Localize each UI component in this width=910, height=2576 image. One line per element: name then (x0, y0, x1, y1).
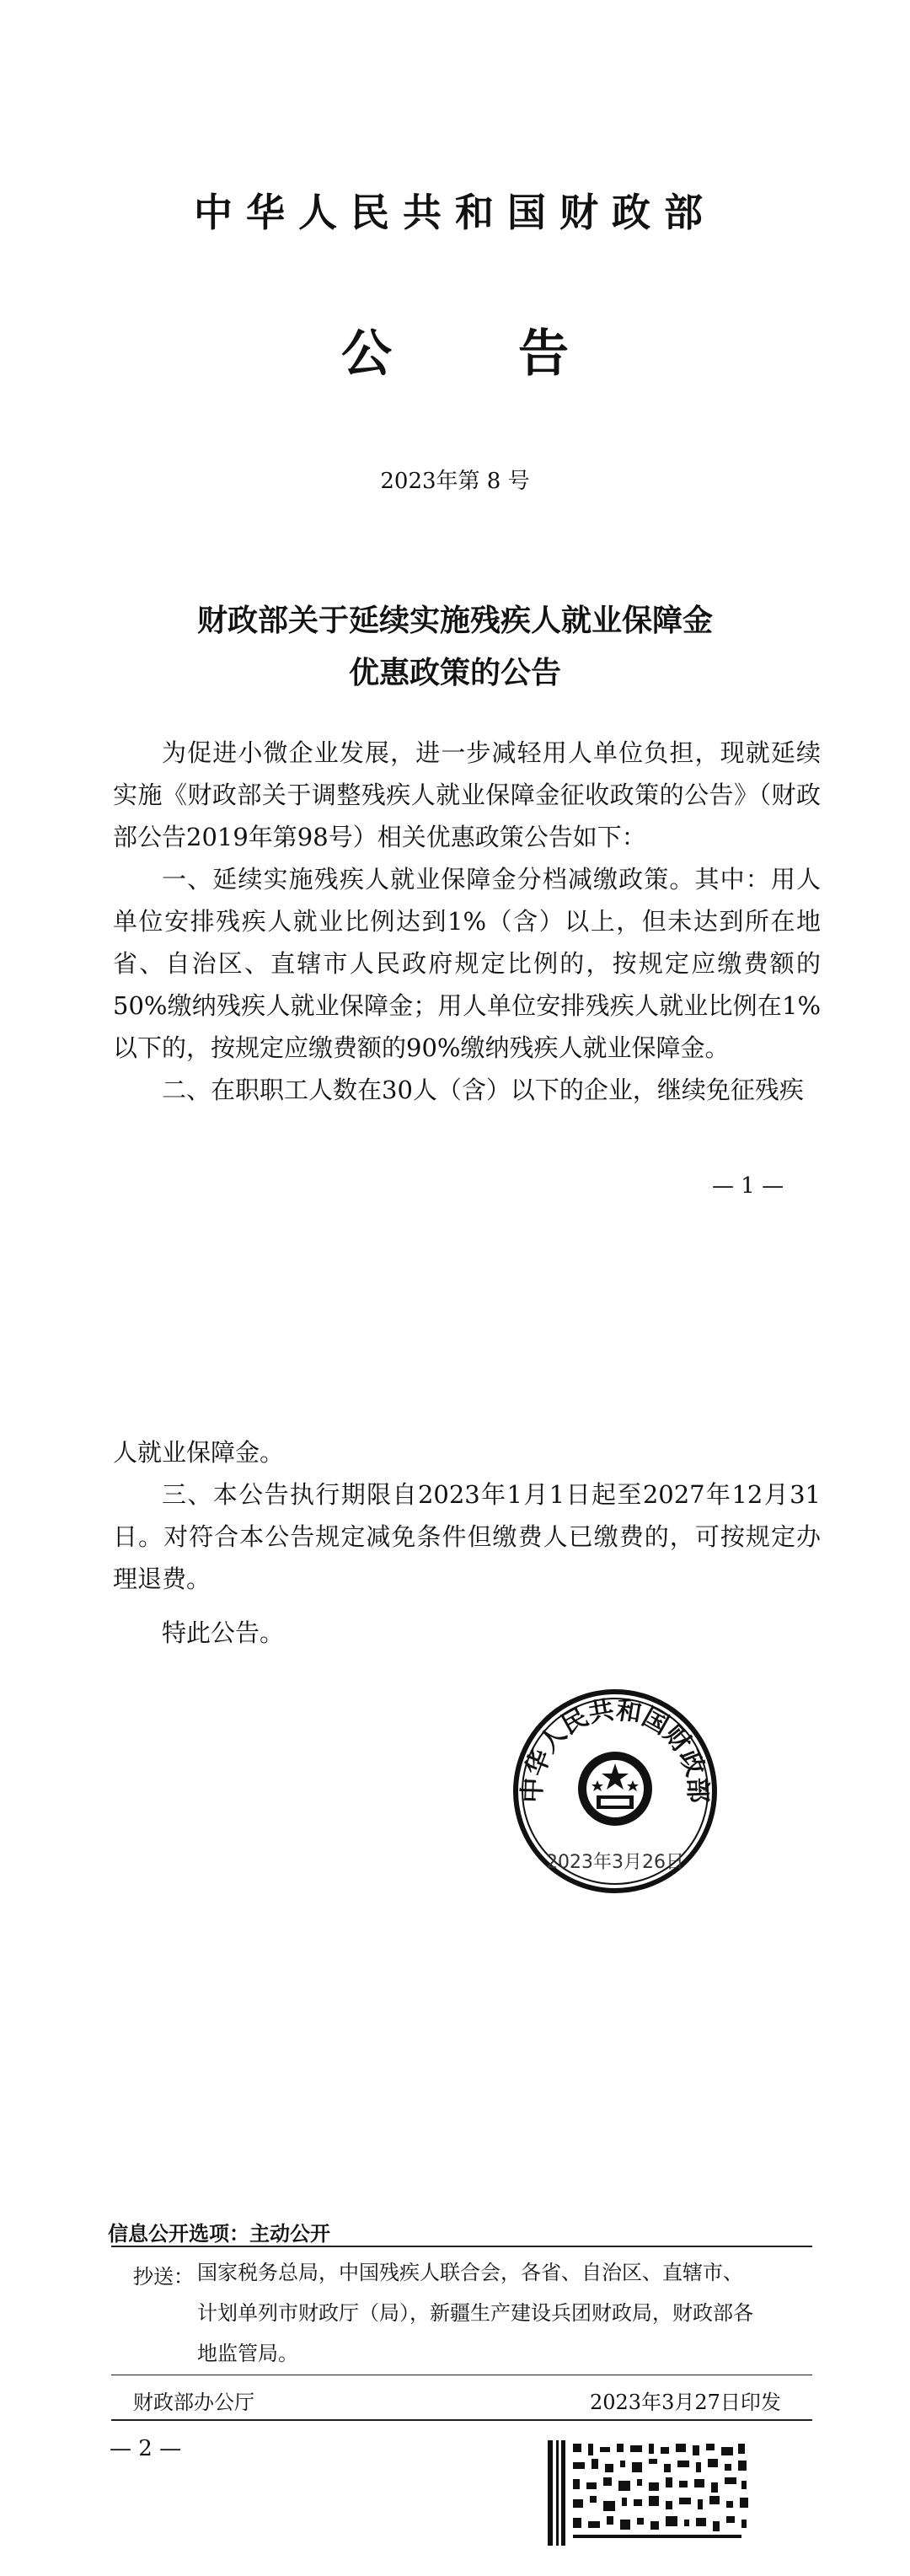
notice-heading (0, 314, 910, 386)
document-title-line2: 优惠政策的公告 (348, 655, 561, 690)
barcode-image (548, 2440, 750, 2546)
paragraph-item-1: 一、延续实施残疾人就业保障金分档减缴政策。其中：用人单位安排残疾人就业比例达到1%（含）以上，但未达到所在地省、自治区、直辖市人民政府规定比例的，按规定应缴费额的50%缴纳残疾人就业保障金；用人单位安排残疾人就业比例在1%以下的，按规定应缴费额的90%缴纳残疾人就业保障金。 (113, 865, 821, 1062)
issue-date: 2023年3月27日印发 (590, 2391, 781, 2414)
paragraph-item-3: 三、本公告执行期限自2023年1月1日起至2027年12月31日。对符合本公告规定减免条件但缴费人已缴费的，可按规定办理退费。 (113, 1480, 821, 1593)
seal-text: 中华人民共和国财政部 (517, 1695, 713, 1804)
document-title-line1: 财政部关于延续实施残疾人就业保障金 (196, 603, 713, 638)
ministry-name: 中华人民共和国财政部 (194, 190, 716, 235)
cc-line-1: 国家税务总局，中国残疾人联合会，各省、自治区、直辖市、 (197, 2261, 743, 2284)
paragraph-item-2-start: 二、在职职工人数在30人（含）以下的企业，继续免征残疾 (162, 1076, 804, 1104)
info-disclosure: 信息公开选项：主动公开 (108, 2221, 330, 2246)
page2-body (113, 1431, 821, 1654)
divider-top (111, 2246, 812, 2247)
seal-date: 2023年3月26日 (546, 1852, 684, 1873)
notice-char-2: 告 (518, 325, 569, 384)
divider-bottom (111, 2419, 812, 2421)
notice-char-1: 公 (341, 325, 392, 384)
document-number: 2023年第 8 号 (380, 469, 530, 494)
page1-body (113, 732, 821, 1111)
cc-line-2: 计划单列市财政厅（局），新疆生产建设兵团财政局，财政部各 (197, 2301, 753, 2325)
cc-recipients (197, 2252, 821, 2374)
cc-line-3: 地监管局。 (197, 2342, 298, 2365)
paragraph-item-2-end: 人就业保障金。 (113, 1438, 285, 1467)
closing-text: 特此公告。 (162, 1618, 285, 1647)
official-seal (510, 1686, 720, 1897)
page-number-1: — 1 — (712, 1173, 784, 1199)
issuer: 财政部办公厅 (133, 2391, 254, 2414)
cc-label: 抄送： (133, 2265, 194, 2289)
paragraph-intro: 为促进小微企业发展，进一步减轻用人单位负担，现就延续实施《财政部关于调整残疾人就业保障金征收政策的公告》（财政部公告2019年第98号）相关优惠政策公告如下： (113, 738, 821, 851)
page-number-2: — 2 — (110, 2436, 182, 2461)
